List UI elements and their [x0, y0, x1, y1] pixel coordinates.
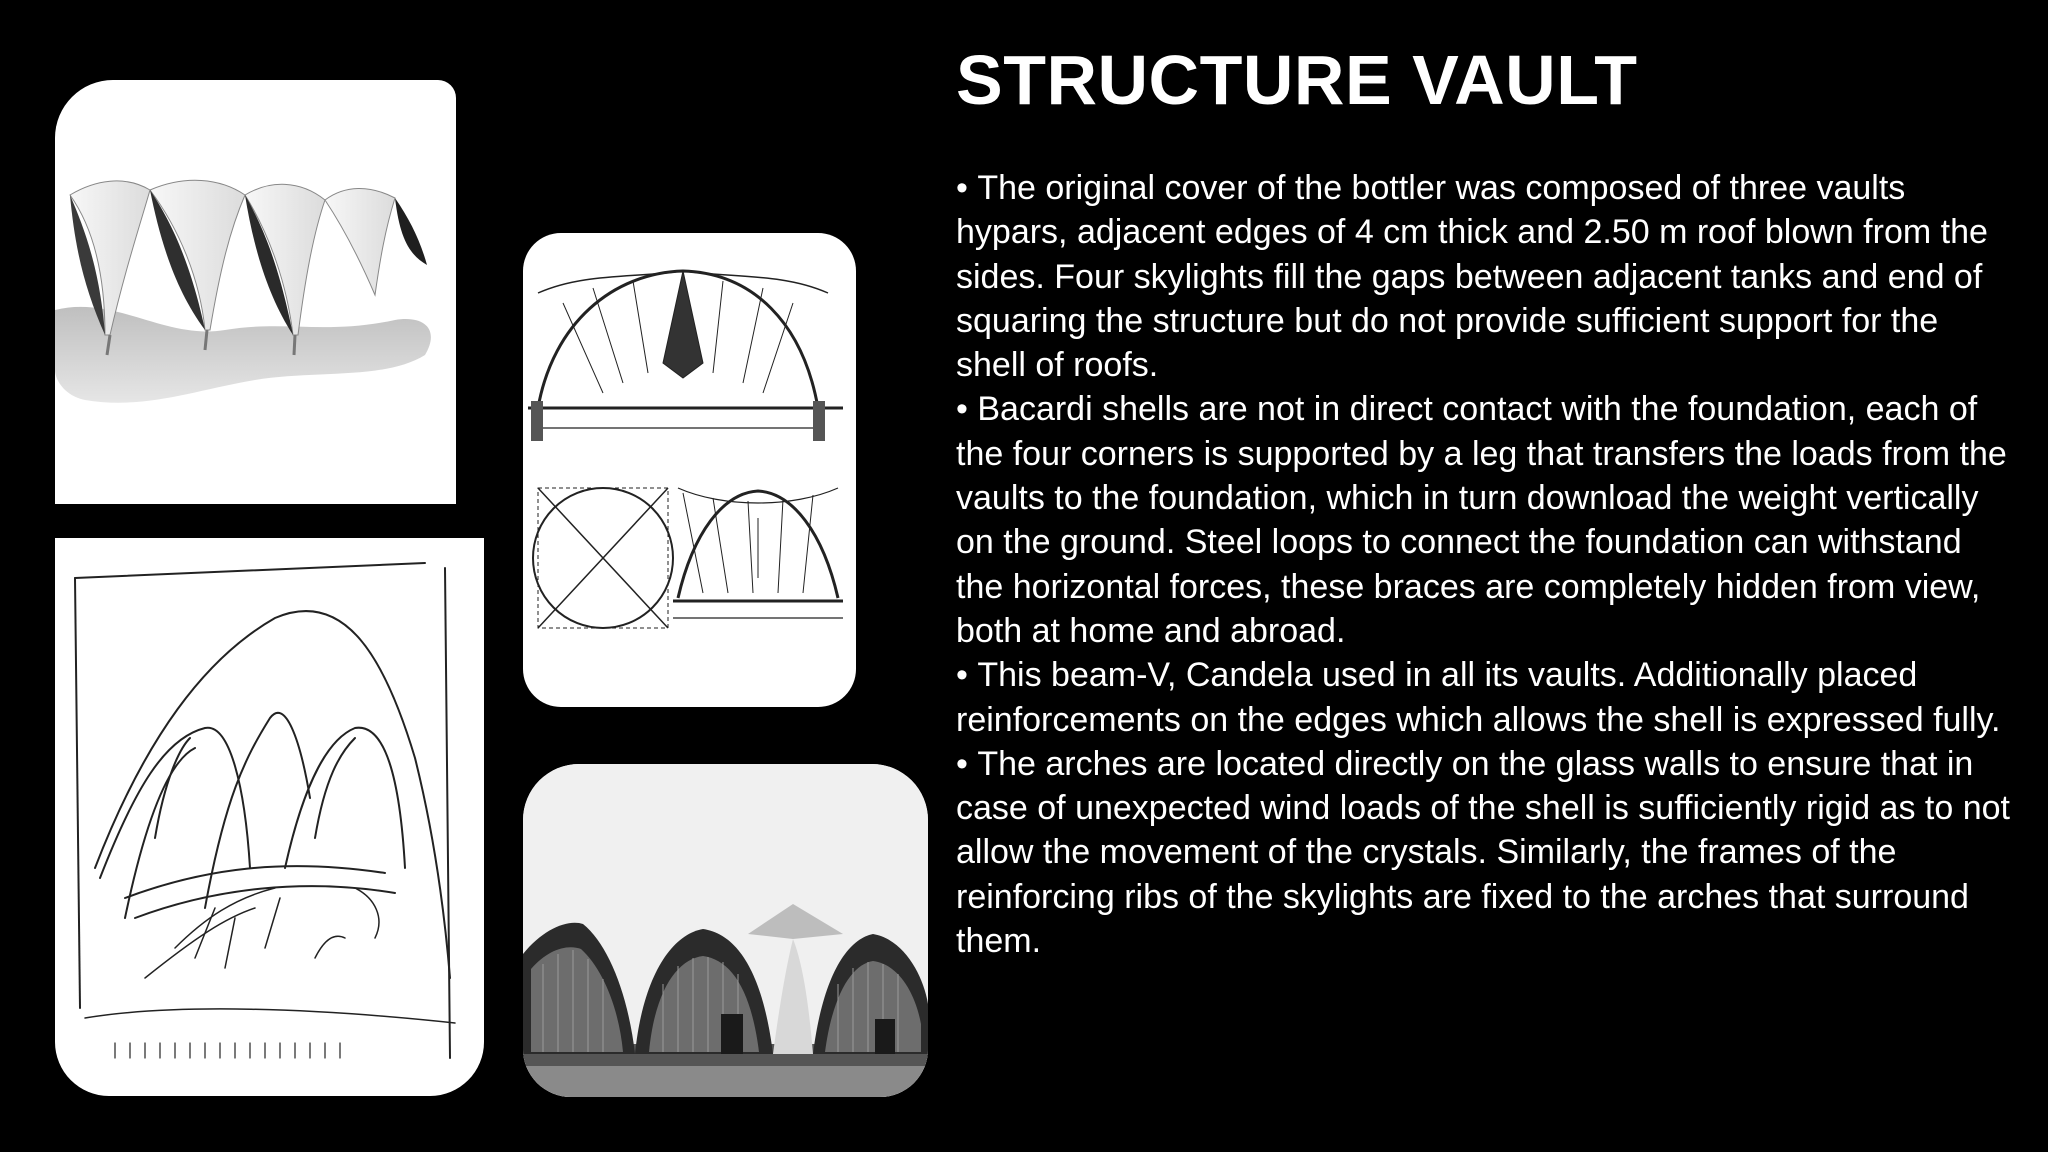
bullet-item: • This beam-V, Candela used in all its vaults. Additionally placed reinforcements on the edges which allows the shell is expressed fully. — [956, 653, 2016, 742]
slide-title: STRUCTURE VAULT — [956, 41, 1638, 119]
bullet-item: • The arches are located directly on the glass walls to ensure that in case of unexpected wind loads of the shell is sufficiently rigid as to not allow the movement of the crystals. Similarly, the frames of the reinforcing ribs of the skylights are fixed to the arches that surround them. — [956, 742, 2016, 963]
bullet-list — [956, 166, 2016, 963]
bullet-item: • The original cover of the bottler was composed of three vaults hypars, adjacent edges of 4 cm thick and 2.50 m roof blown from the sides. Four skylights fill the gaps between adjacent tanks and end of squaring the structure but do not provide sufficient support for the shell of roofs. — [956, 166, 2016, 387]
vault-render-image — [55, 80, 456, 504]
vault-sketch-image — [55, 538, 484, 1096]
vault-technical-drawing — [523, 233, 856, 707]
bullet-item: • Bacardi shells are not in direct contact with the foundation, each of the four corners is supported by a leg that transfers the loads from the vaults to the foundation, which in turn download the weight vertically on the ground. Steel loops to connect the foundation can withstand the horizontal forces, these braces are completely hidden from view, both at home and abroad. — [956, 387, 2016, 653]
bacardi-building-photo — [523, 764, 928, 1097]
